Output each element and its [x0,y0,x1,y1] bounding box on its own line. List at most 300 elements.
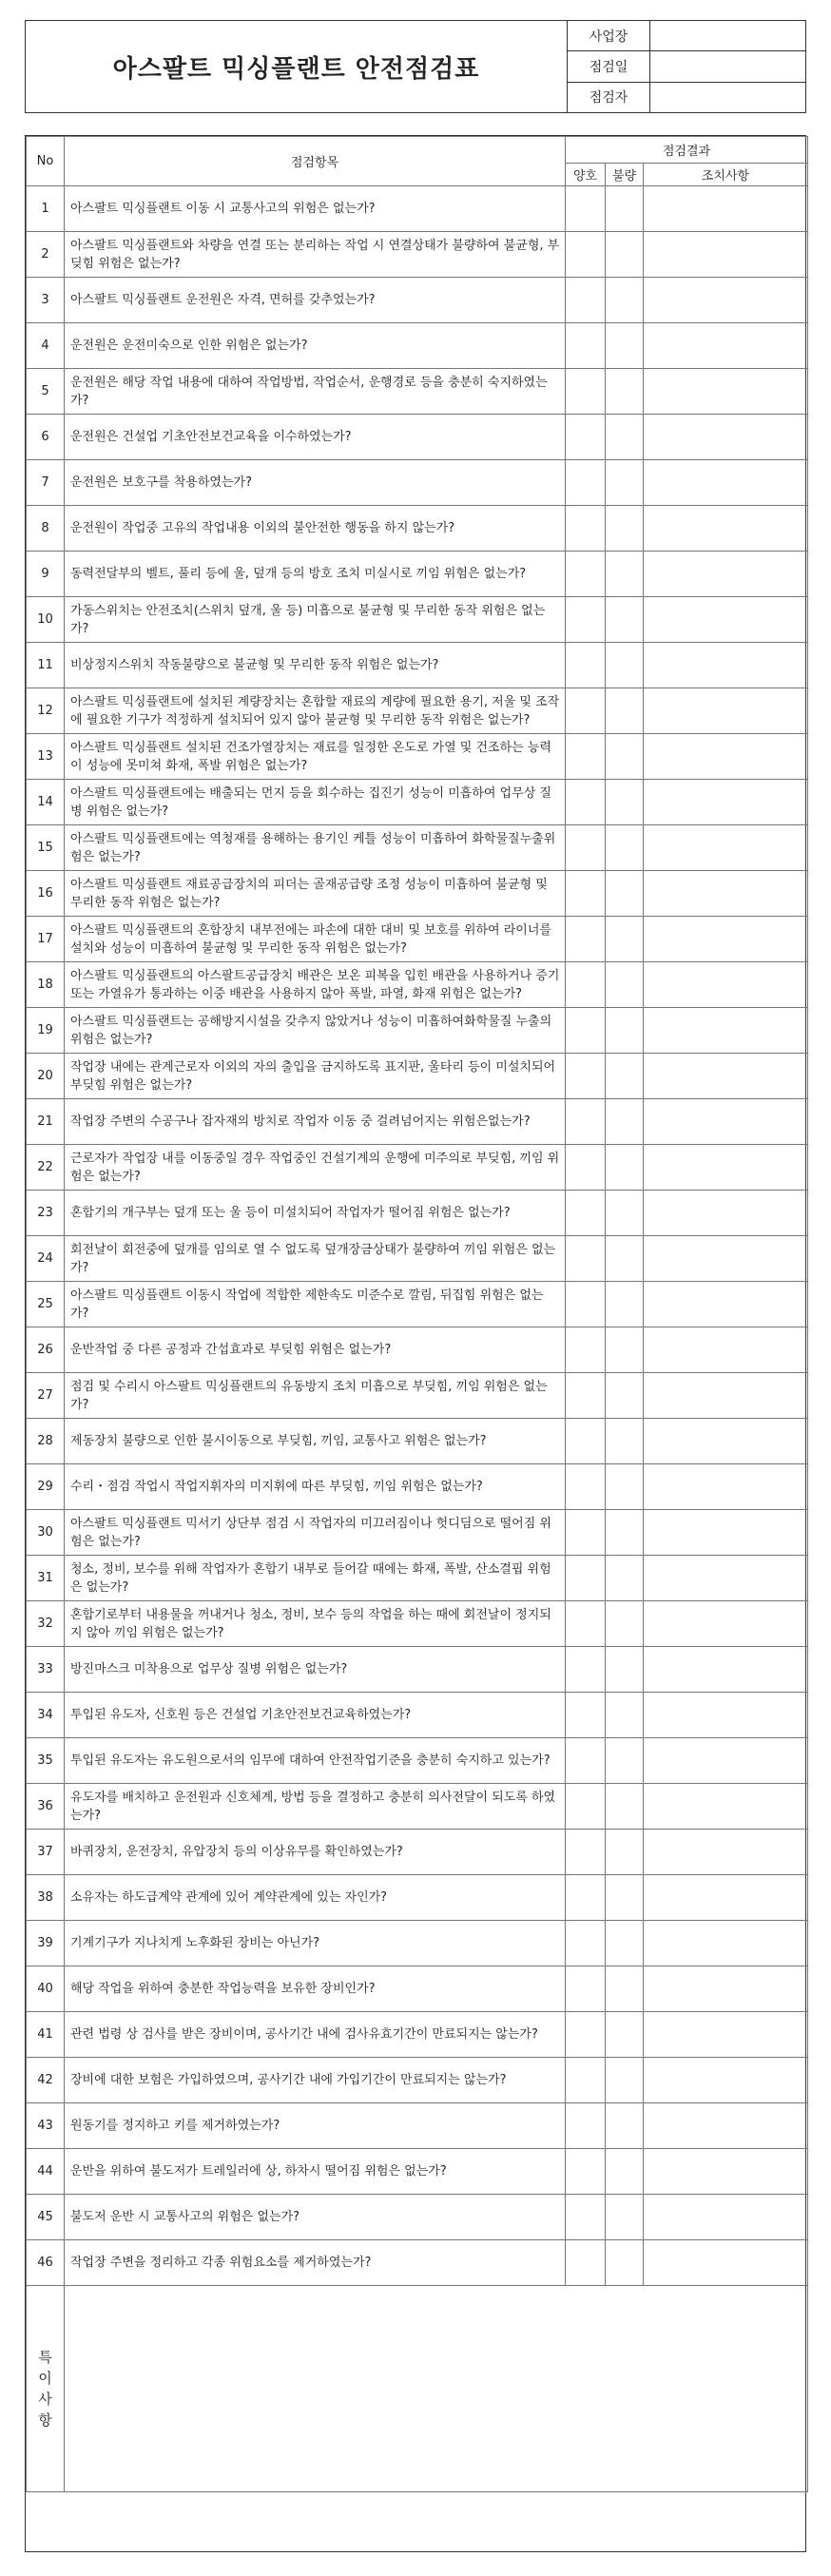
result-bad-cell[interactable] [606,962,644,1008]
result-good-cell[interactable] [566,1738,606,1784]
item-number: 28 [27,1419,65,1464]
item-text-cell [65,1784,566,1830]
checklist-row [27,415,808,460]
result-good-cell[interactable] [566,415,606,460]
item-number: 6 [27,415,65,460]
action-cell[interactable] [644,1327,808,1373]
item-number: 29 [27,1464,65,1510]
item-number: 40 [27,1966,65,2012]
result-good-cell[interactable] [566,1875,606,1921]
item-number: 38 [27,1875,65,1921]
result-bad-cell[interactable] [606,1921,644,1966]
result-bad-cell[interactable] [606,1601,644,1647]
item-text: 운전원은 건설업 기초안전보건교육을 이수하였는가? [70,430,352,444]
checklist-row [27,232,808,278]
item-number: 22 [27,1145,65,1191]
item-text-cell [65,643,566,688]
result-bad-cell[interactable] [606,1236,644,1282]
result-bad-cell[interactable] [606,232,644,278]
result-good-cell[interactable] [566,1647,606,1693]
action-cell[interactable] [644,460,808,506]
item-text-cell [65,1510,566,1556]
result-bad-cell[interactable] [606,688,644,734]
item-number: 20 [27,1054,65,1099]
item-text: 아스팔트 믹싱플랜트의 혼합장치 내부전에는 파손에 대한 대비 및 보호를 위하여 라이너를 설치와 성능이 미흡하여 불균형 및 무리한 동작 위험은 없는가? [70,922,551,956]
item-text: 아스팔트 믹싱플랜트에는 배출되는 먼지 등을 회수하는 집진기 성능이 미흡하여 업무상 질병 위험은 없는가? [70,785,551,819]
result-good-cell[interactable] [566,1830,606,1875]
field-site-value[interactable] [650,21,805,50]
result-good-cell[interactable] [566,1236,606,1282]
item-text-cell [65,780,566,825]
col-header-action: 조치사항 [644,164,808,186]
item-number: 8 [27,506,65,552]
action-cell[interactable] [644,1738,808,1784]
item-text-cell [65,1236,566,1282]
item-text: 운반작업 중 다른 공정과 간섭효과로 부딪힘 위험은 없는가? [70,1343,392,1357]
result-bad-cell[interactable] [606,1875,644,1921]
item-text: 아스팔트 믹싱플랜트 운전원은 자격, 면허를 갖추었는가? [70,293,376,307]
item-number: 39 [27,1921,65,1966]
remarks-label-char: 항 [38,2411,52,2429]
item-text-cell [65,2012,566,2058]
checklist-body [27,186,808,2286]
item-text: 작업장 내에는 관계근로자 이외의 자의 출입을 금지하도록 표지판, 울타리 등이 미설치되어 부딪힘 위험은 없는가? [70,1059,556,1093]
field-inspector-label: 점검자 [568,83,650,112]
checklist-table [26,136,808,2492]
remarks-section [27,2286,808,2492]
action-cell[interactable] [644,780,808,825]
col-header-result: 점검결과 [566,137,808,164]
result-good-cell[interactable] [566,917,606,962]
item-text-cell [65,734,566,780]
action-cell[interactable] [644,415,808,460]
action-cell[interactable] [644,369,808,415]
result-bad-cell[interactable] [606,1738,644,1784]
result-good-cell[interactable] [566,1556,606,1601]
action-cell[interactable] [644,1921,808,1966]
checklist-row [27,597,808,643]
item-text-cell [65,871,566,917]
checklist-row [27,2240,808,2286]
checklist-row [27,1008,808,1054]
item-number: 36 [27,1784,65,1830]
action-cell[interactable] [644,2240,808,2286]
item-text-cell [65,2240,566,2286]
item-text: 유도자를 배치하고 운전원과 신호체계, 방법 등을 결정하고 충분히 의사전달이 되도록 하였는가? [70,1790,556,1823]
item-text: 바퀴장치, 운전장치, 유압장치 등의 이상유무를 확인하였는가? [70,1845,403,1859]
result-bad-cell[interactable] [606,415,644,460]
action-cell[interactable] [644,643,808,688]
result-good-cell[interactable] [566,825,606,871]
action-cell[interactable] [644,552,808,597]
checklist-row [27,552,808,597]
item-number: 37 [27,1830,65,1875]
item-text: 운전원은 보호구를 착용하였는가? [70,475,252,490]
result-good-cell[interactable] [566,2103,606,2149]
item-text-cell [65,186,566,232]
document-title: 아스팔트 믹싱플랜트 안전점검표 [112,54,480,84]
result-good-cell[interactable] [566,369,606,415]
result-good-cell[interactable] [566,552,606,597]
item-text: 아스팔트 믹싱플랜트에 설치된 계량장치는 혼합할 재료의 계량에 필요한 용기, 저울 및 조작에 필요한 기구가 적정하게 설치되어 있지 않아 불균형 및 무리한 동작 위험은 없는가? [70,694,560,727]
item-text-cell [65,552,566,597]
item-number: 31 [27,1556,65,1601]
result-good-cell[interactable] [566,186,606,232]
checklist-row [27,506,808,552]
item-number: 13 [27,734,65,780]
remarks-label-char: 특 [38,2349,52,2366]
item-text: 아스팔트 믹싱플랜트 이동 시 교통사고의 위험은 없는가? [70,202,376,216]
field-site [568,21,805,51]
checklist-row [27,1419,808,1464]
item-text: 장비에 대한 보험은 가입하였으며, 공사기간 내에 가입기간이 만료되지는 않는가? [70,2073,507,2087]
item-text-cell [65,1556,566,1601]
action-cell[interactable] [644,2058,808,2103]
item-number: 2 [27,232,65,278]
action-cell[interactable] [644,734,808,780]
remarks-row [27,2286,808,2492]
checklist-row [27,1784,808,1830]
result-bad-cell[interactable] [606,186,644,232]
result-good-cell[interactable] [566,1008,606,1054]
action-cell[interactable] [644,1464,808,1510]
result-bad-cell[interactable] [606,1647,644,1693]
item-text: 관련 법령 상 검사를 받은 장비이며, 공사기간 내에 검사유효기간이 만료되지는 않는가? [70,2027,538,2042]
result-good-cell[interactable] [566,2149,606,2195]
result-good-cell[interactable] [566,323,606,369]
result-good-cell[interactable] [566,506,606,552]
result-bad-cell[interactable] [606,1008,644,1054]
result-bad-cell[interactable] [606,1966,644,2012]
item-number: 42 [27,2058,65,2103]
result-bad-cell[interactable] [606,1191,644,1236]
checklist-row [27,1693,808,1738]
header-block [25,20,806,113]
action-cell[interactable] [644,1099,808,1145]
checklist-row [27,917,808,962]
checklist-row [27,323,808,369]
action-cell[interactable] [644,871,808,917]
result-good-cell[interactable] [566,734,606,780]
action-cell[interactable] [644,278,808,323]
item-text-cell [65,2195,566,2240]
item-number: 15 [27,825,65,871]
item-text-cell [65,1921,566,1966]
result-good-cell[interactable] [566,1784,606,1830]
result-good-cell[interactable] [566,2195,606,2240]
item-text: 운반을 위하여 불도저가 트레일러에 상, 하차시 떨어짐 위험은 없는가? [70,2164,447,2179]
item-number: 30 [27,1510,65,1556]
result-bad-cell[interactable] [606,460,644,506]
header-info [567,21,805,112]
result-good-cell[interactable] [566,643,606,688]
item-text-cell [65,1966,566,2012]
result-bad-cell[interactable] [606,1145,644,1191]
field-inspector-value[interactable] [650,83,805,112]
result-bad-cell[interactable] [606,597,644,643]
item-number: 41 [27,2012,65,2058]
action-cell[interactable] [644,962,808,1008]
result-bad-cell[interactable] [606,825,644,871]
result-good-cell[interactable] [566,1419,606,1464]
result-good-cell[interactable] [566,2240,606,2286]
remarks-label [27,2286,65,2492]
result-good-cell[interactable] [566,1327,606,1373]
item-text: 운전원이 작업중 고유의 작업내용 이외의 불안전한 행동을 하지 않는가? [70,521,455,535]
result-bad-cell[interactable] [606,2195,644,2240]
item-number: 26 [27,1327,65,1373]
item-text-cell [65,232,566,278]
result-good-cell[interactable] [566,1601,606,1647]
result-good-cell[interactable] [566,688,606,734]
checklist-row [27,186,808,232]
field-date-value[interactable] [650,51,805,81]
result-bad-cell[interactable] [606,2103,644,2149]
checklist-row [27,1464,808,1510]
action-cell[interactable] [644,1693,808,1738]
result-good-cell[interactable] [566,278,606,323]
checklist-row [27,643,808,688]
result-bad-cell[interactable] [606,2149,644,2195]
result-bad-cell[interactable] [606,734,644,780]
result-bad-cell[interactable] [606,2012,644,2058]
result-bad-cell[interactable] [606,506,644,552]
result-bad-cell[interactable] [606,1693,644,1738]
checklist-row [27,780,808,825]
checklist-row [27,1099,808,1145]
result-bad-cell[interactable] [606,1054,644,1099]
action-cell[interactable] [644,506,808,552]
checklist-row [27,1191,808,1236]
item-text-cell [65,415,566,460]
item-text: 아스팔트 믹싱플랜트는 공해방지시설을 갖추지 않았거나 성능이 미흡하여화학물질 누출의 위험은 없는가? [70,1014,552,1047]
item-text-cell [65,460,566,506]
item-number: 25 [27,1282,65,1327]
result-good-cell[interactable] [566,1054,606,1099]
item-text-cell [65,1191,566,1236]
result-bad-cell[interactable] [606,1510,644,1556]
item-text: 작업장 주변을 정리하고 각종 위험요소를 제거하였는가? [70,2256,372,2270]
item-text-cell [65,597,566,643]
result-bad-cell[interactable] [606,917,644,962]
result-good-cell[interactable] [566,1464,606,1510]
action-cell[interactable] [644,1510,808,1556]
action-cell[interactable] [644,1556,808,1601]
result-good-cell[interactable] [566,1693,606,1738]
checklist-row [27,460,808,506]
result-bad-cell[interactable] [606,552,644,597]
item-text-cell [65,1145,566,1191]
item-text: 투입된 유도자는 유도원으로서의 임무에 대하여 안전작업기준을 충분히 숙지하고 있는가? [70,1753,551,1768]
item-text: 운전원은 해당 작업 내용에 대하여 작업방법, 작업순서, 운행경로 등을 충분히 숙지하였는가? [70,375,548,408]
result-bad-cell[interactable] [606,369,644,415]
item-text-cell [65,1464,566,1510]
action-cell[interactable] [644,1875,808,1921]
checklist-row [27,1556,808,1601]
item-number: 12 [27,688,65,734]
remarks-label-char: 사 [38,2391,52,2408]
result-good-cell[interactable] [566,1282,606,1327]
result-good-cell[interactable] [566,871,606,917]
action-cell[interactable] [644,2012,808,2058]
result-bad-cell[interactable] [606,1464,644,1510]
checklist-row [27,688,808,734]
result-good-cell[interactable] [566,1191,606,1236]
item-number: 24 [27,1236,65,1282]
item-text: 점검 및 수리시 아스팔트 믹싱플랜트의 유동방지 조치 미흡으로 부딪힘, 끼임 위험은 없는가? [70,1379,548,1412]
field-inspector [568,83,805,112]
result-good-cell[interactable] [566,1145,606,1191]
result-bad-cell[interactable] [606,1556,644,1601]
action-cell[interactable] [644,1784,808,1830]
col-header-no: No [27,137,65,186]
action-cell[interactable] [644,1830,808,1875]
result-bad-cell[interactable] [606,323,644,369]
action-cell[interactable] [644,688,808,734]
item-text-cell [65,1327,566,1373]
result-bad-cell[interactable] [606,2058,644,2103]
item-text-cell [65,323,566,369]
result-bad-cell[interactable] [606,2240,644,2286]
action-cell[interactable] [644,1054,808,1099]
item-text: 방진마스크 미착용으로 업무상 질병 위험은 없는가? [70,1662,348,1676]
item-text: 아스팔트 믹싱플랜트 믹서기 상단부 점검 시 작업자의 미끄러짐이나 헛디딤으로 떨어짐 위험은 없는가? [70,1516,551,1549]
item-text-cell [65,2058,566,2103]
item-text: 동력전달부의 벨트, 풀리 등에 울, 덮개 등의 방호 조치 미실시로 끼임 위험은 없는가? [70,567,527,581]
checklist-row [27,1510,808,1556]
action-cell[interactable] [644,1373,808,1419]
checklist-row [27,1601,808,1647]
checklist-row [27,2058,808,2103]
result-good-cell[interactable] [566,1966,606,2012]
item-number: 33 [27,1647,65,1693]
item-number: 11 [27,643,65,688]
item-text: 청소, 정비, 보수를 위해 작업자가 혼합기 내부로 들어갈 때에는 화재, 폭발, 산소결핍 위험은 없는가? [70,1561,551,1595]
result-bad-cell[interactable] [606,643,644,688]
item-text: 아스팔트 믹싱플랜트 설치된 건조가열장치는 재료를 일정한 온도로 가열 및 건조하는 능력이 성능에 못미쳐 화재, 폭발 위험은 없는가? [70,740,551,773]
item-text: 원동기를 정지하고 키를 제거하였는가? [70,2119,280,2133]
result-bad-cell[interactable] [606,1830,644,1875]
result-good-cell[interactable] [566,780,606,825]
checklist-row [27,2195,808,2240]
item-text-cell [65,506,566,552]
checklist-row [27,825,808,871]
field-date [568,51,805,82]
item-number: 46 [27,2240,65,2286]
result-good-cell[interactable] [566,597,606,643]
result-bad-cell[interactable] [606,1373,644,1419]
item-number: 45 [27,2195,65,2240]
item-text-cell [65,1647,566,1693]
item-text-cell [65,1419,566,1464]
result-good-cell[interactable] [566,962,606,1008]
result-good-cell[interactable] [566,1510,606,1556]
item-number: 34 [27,1693,65,1738]
checklist-row [27,2012,808,2058]
item-number: 19 [27,1008,65,1054]
checklist-row [27,2103,808,2149]
item-number: 14 [27,780,65,825]
action-cell[interactable] [644,2149,808,2195]
result-bad-cell[interactable] [606,780,644,825]
action-cell[interactable] [644,917,808,962]
result-good-cell[interactable] [566,1373,606,1419]
item-text-cell [65,1830,566,1875]
item-text: 해당 작업을 위하여 충분한 작업능력을 보유한 장비인가? [70,1982,376,1996]
action-cell[interactable] [644,1419,808,1464]
item-text-cell [65,2103,566,2149]
item-text-cell [65,1008,566,1054]
result-bad-cell[interactable] [606,1282,644,1327]
item-text-cell [65,825,566,871]
checklist-row [27,1647,808,1693]
action-cell[interactable] [644,1236,808,1282]
result-good-cell[interactable] [566,2058,606,2103]
result-bad-cell[interactable] [606,1327,644,1373]
action-cell[interactable] [644,597,808,643]
checklist-row [27,1830,808,1875]
item-number: 44 [27,2149,65,2195]
item-text: 비상정지스위치 작동불량으로 불균형 및 무리한 동작 위험은 없는가? [70,658,439,672]
checklist-row [27,1373,808,1419]
action-cell[interactable] [644,1145,808,1191]
result-good-cell[interactable] [566,1099,606,1145]
result-bad-cell[interactable] [606,1419,644,1464]
action-cell[interactable] [644,1191,808,1236]
action-cell[interactable] [644,825,808,871]
item-text-cell [65,2149,566,2195]
item-text-cell [65,688,566,734]
item-number: 4 [27,323,65,369]
remarks-field[interactable] [65,2286,808,2492]
action-cell[interactable] [644,1647,808,1693]
action-cell[interactable] [644,1966,808,2012]
result-bad-cell[interactable] [606,1099,644,1145]
item-text-cell [65,962,566,1008]
remarks-label-char: 이 [38,2370,52,2387]
checklist-row [27,734,808,780]
action-cell[interactable] [644,2195,808,2240]
result-bad-cell[interactable] [606,871,644,917]
item-text-cell [65,1099,566,1145]
result-good-cell[interactable] [566,232,606,278]
action-cell[interactable] [644,232,808,278]
item-text-cell [65,1875,566,1921]
action-cell[interactable] [644,1008,808,1054]
col-header-item: 점검항목 [65,137,566,186]
action-cell[interactable] [644,1282,808,1327]
checklist-row [27,2149,808,2195]
col-header-good: 양호 [566,164,606,186]
item-text: 혼합기의 개구부는 덮개 또는 울 등이 미설치되어 작업자가 떨어짐 위험은 없는가? [70,1206,511,1220]
action-cell[interactable] [644,1601,808,1647]
result-bad-cell[interactable] [606,1784,644,1830]
checklist-row [27,1327,808,1373]
result-good-cell[interactable] [566,2012,606,2058]
field-date-label: 점검일 [568,51,650,81]
action-cell[interactable] [644,2103,808,2149]
result-good-cell[interactable] [566,1921,606,1966]
result-bad-cell[interactable] [606,278,644,323]
item-text: 아스팔트 믹싱플랜트와 차량을 연결 또는 분리하는 작업 시 연결상태가 불량하여 불균형, 부딪힘 위험은 없는가? [70,238,560,271]
result-good-cell[interactable] [566,460,606,506]
action-cell[interactable] [644,186,808,232]
item-text: 아스팔트 믹싱플랜트 재료공급장치의 피더는 골재공급량 조정 성능이 미흡하여 불균형 및 무리한 동작 위험은 없는가? [70,877,548,910]
checklist-row [27,1738,808,1784]
item-number: 10 [27,597,65,643]
item-text: 아스팔트 믹싱플랜트에는 역청재를 용해하는 용기인 케틀 성능이 미흡하여 화학물질누출위험은 없는가? [70,831,556,864]
action-cell[interactable] [644,323,808,369]
